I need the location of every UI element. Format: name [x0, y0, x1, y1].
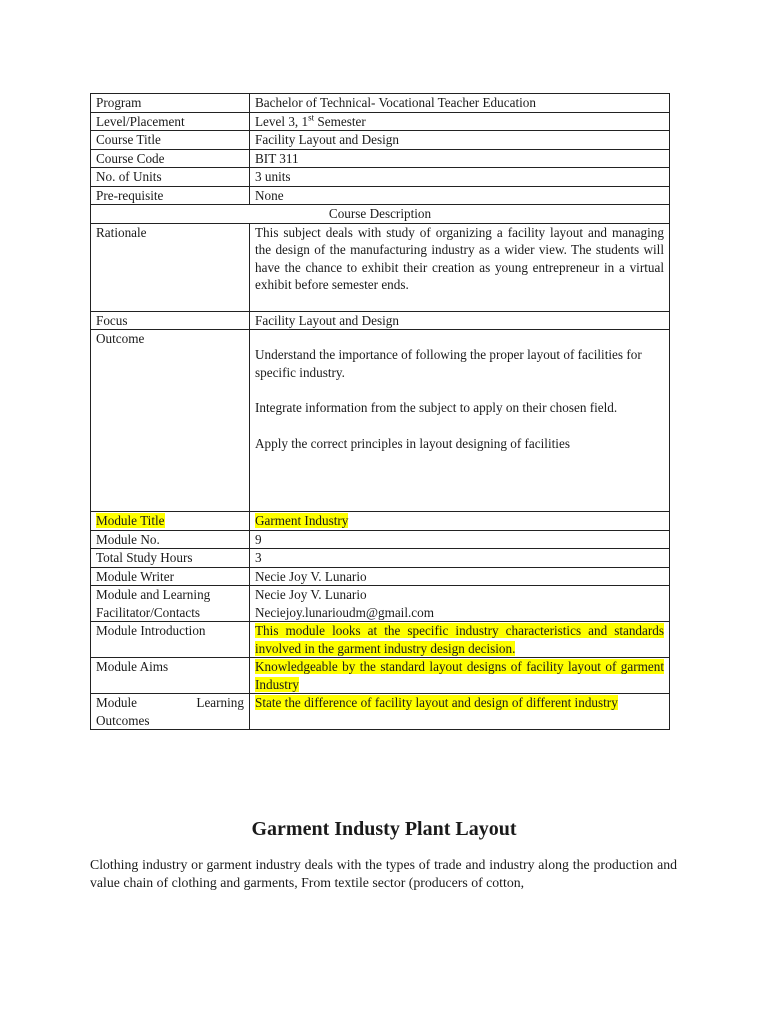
body-paragraph: Clothing industry or garment industry deals with the types of trade and industry along the production and value chain of clothing and garments, From textile sector (producers of cotton,	[90, 857, 677, 890]
table-row-course-title	[91, 131, 670, 150]
course-title-label: Course Title	[91, 131, 250, 150]
facilitator-value	[250, 586, 670, 622]
learning-outcomes-label-line-1: Module Learning	[96, 695, 244, 710]
course-description-header: Course Description	[91, 205, 670, 224]
table-row-module-title	[91, 512, 670, 531]
facilitator-label-line-2: Facilitator/Contacts	[96, 604, 201, 620]
module-introduction-label: Module Introduction	[91, 622, 250, 658]
study-hours-value: 3	[250, 549, 670, 568]
table-row-program	[91, 94, 670, 113]
table-row-outcome	[91, 330, 670, 512]
study-hours-label: Total Study Hours	[91, 549, 250, 568]
outcome-item-3: Apply the correct principles in layout designing of facilities	[255, 435, 570, 451]
program-value: Bachelor of Technical- Vocational Teacher Education	[250, 94, 670, 113]
outcome-item-1: Understand the importance of following the proper layout of facilities for specific industry.	[255, 347, 642, 380]
level-value-main: Level 3, 1	[255, 113, 309, 129]
module-no-value: 9	[250, 530, 670, 549]
course-code-value: BIT 311	[250, 149, 670, 168]
table-row-module-no	[91, 530, 670, 549]
module-writer-value: Necie Joy V. Lunario	[250, 567, 670, 586]
focus-label: Focus	[91, 311, 250, 330]
module-aims-value	[250, 658, 670, 694]
module-title-value-text: Garment Industry	[255, 513, 349, 528]
learning-outcomes-label-line-2: Outcomes	[96, 712, 150, 728]
module-title-label-text: Module Title	[96, 513, 165, 528]
learning-outcomes-label	[91, 694, 250, 730]
course-title-value: Facility Layout and Design	[250, 131, 670, 150]
table-row-prerequisite	[91, 186, 670, 205]
table-row-study-hours	[91, 549, 670, 568]
focus-value: Facility Layout and Design	[250, 311, 670, 330]
units-label: No. of Units	[91, 168, 250, 187]
table-row-units	[91, 168, 670, 187]
outcome-label: Outcome	[91, 330, 250, 512]
module-aims-label: Module Aims	[91, 658, 250, 694]
learning-outcomes-value	[250, 694, 670, 730]
facilitator-name: Necie Joy V. Lunario	[255, 587, 367, 602]
module-aims-text: Knowledgeable by the standard layout designs of facility layout of garment Industry	[255, 659, 664, 692]
level-value-superscript: st	[308, 112, 315, 123]
program-label: Program	[91, 94, 250, 113]
table-row-learning-outcomes	[91, 694, 670, 730]
module-title-label	[91, 512, 250, 531]
rationale-label: Rationale	[91, 223, 250, 311]
table-row-facilitator	[91, 586, 670, 622]
facilitator-label-line-1: Module and Learning	[96, 587, 211, 602]
outcome-item-2: Integrate information from the subject to apply on their chosen field.	[255, 400, 618, 415]
table-row-level	[91, 112, 670, 131]
section-heading: Garment Industy Plant Layout	[251, 818, 517, 840]
learning-outcomes-text: State the difference of facility layout and design of different industry	[255, 695, 618, 710]
module-writer-label: Module Writer	[91, 567, 250, 586]
table-row-focus	[91, 311, 670, 330]
table-row-rationale	[91, 223, 670, 311]
table-row-course-description	[91, 205, 670, 224]
table-row-module-introduction	[91, 622, 670, 658]
outcome-value	[250, 330, 670, 512]
module-introduction-text: This module looks at the specific industry characteristics and standards involved in the garment industry design decision.	[255, 623, 664, 656]
module-introduction-value	[250, 622, 670, 658]
course-info-table	[90, 93, 670, 730]
level-value	[250, 112, 670, 131]
course-code-label: Course Code	[91, 149, 250, 168]
level-label: Level/Placement	[91, 112, 250, 131]
module-title-value	[250, 512, 670, 531]
level-value-semester: Semester	[314, 113, 366, 129]
table-row-module-aims	[91, 658, 670, 694]
facilitator-label	[91, 586, 250, 622]
module-no-label: Module No.	[91, 530, 250, 549]
prerequisite-value: None	[250, 186, 670, 205]
table-row-module-writer	[91, 567, 670, 586]
table-row-course-code	[91, 149, 670, 168]
units-value: 3 units	[250, 168, 670, 187]
facilitator-email: Neciejoy.lunarioudm@gmail.com	[255, 604, 435, 620]
rationale-value: This subject deals with study of organizing a facility layout and managing the design of the manufacturing industry as a wider view. The students will have the chance to exhibit their creation as young entrepreneur in a virtual exhibit before semester ends.	[250, 223, 670, 311]
prerequisite-label: Pre-requisite	[91, 186, 250, 205]
